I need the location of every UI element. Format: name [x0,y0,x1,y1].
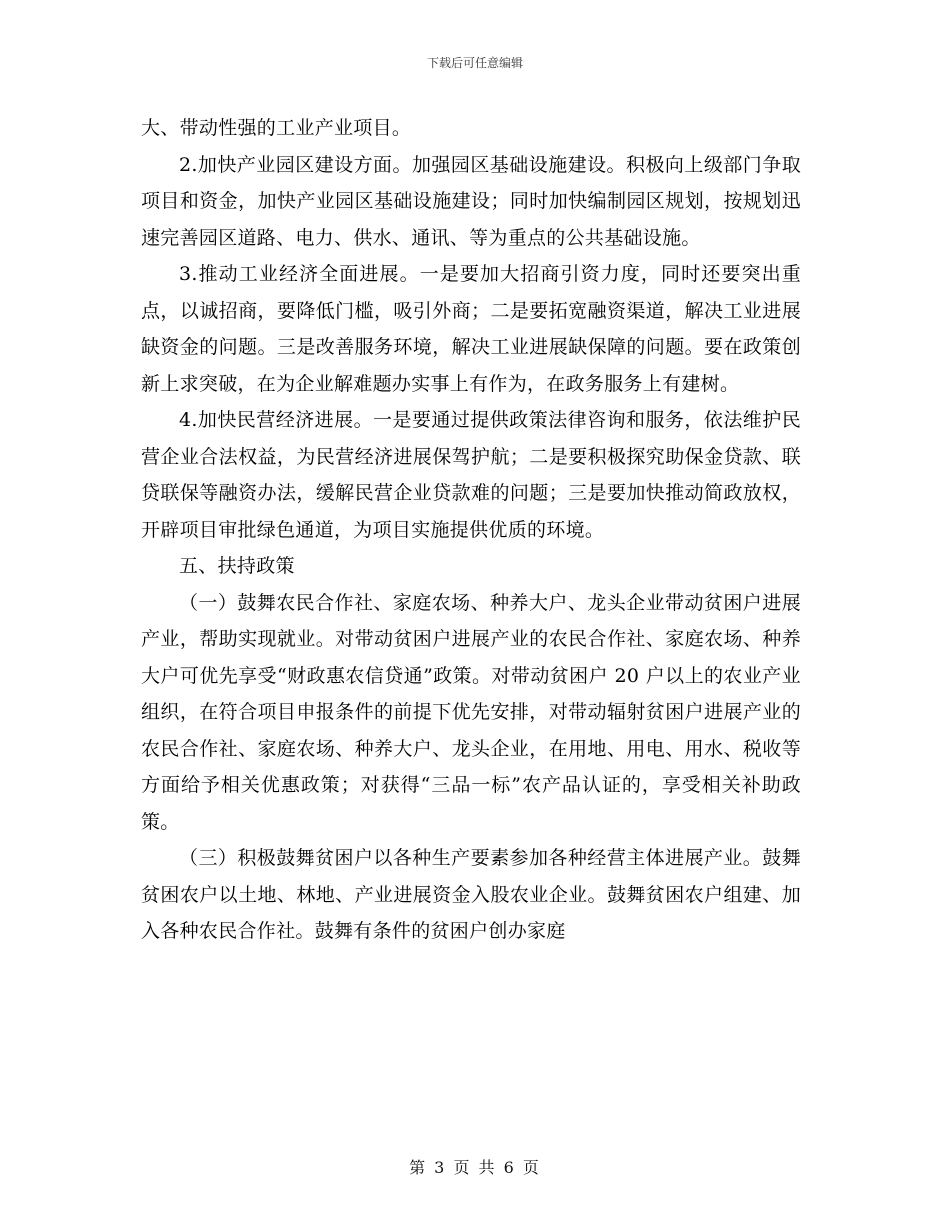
paragraph-policy-3: （三）积极鼓舞贫困户以各种生产要素参加各种经营主体进展产业。鼓舞贫困农户以土地、林地、产业进展资金入股农业企业。鼓舞贫困农户组建、加入各种农民合作社。鼓舞有条件的贫困户创办家庭 [141,847,801,942]
paragraph-item-2: 2.加快产业园区建设方面。加强园区基础设施建设。积极向上级部门争取项目和资金，加快产业园区基础设施建设；同时加快编制园区规划，按规划迅速完善园区道路、电力、供水、通讯、等为重点的公共基础设施。 [141,153,801,249]
paragraph-item-3: 3.推动工业经济全面进展。一是要加大招商引资力度，同时还要突出重点，以诚招商，要降低门槛，吸引外商；二是要拓宽融资渠道，解决工业进展缺资金的问题。三是改善服务环境，解决工业进展缺保障的问题。要在政策创新上求突破，在为企业解难题办实事上有作为，在政务服务上有建树。 [141,263,801,395]
paragraph-policy-1: （一）鼓舞农民合作社、家庭农场、种养大户、龙头企业带动贫困户进展产业，帮助实现就业。对带动贫困户进展产业的农民合作社、家庭农场、种养大户可优先享受“财政惠农信贷通”政策。对带动贫困户 20 户以上的农业产业组织，在符合项目申报条件的前提下优先安排，对带动辐射贫困户进展产业的农民合作社、家庭农场、种养大户、龙头企业，在用地、用电、用水、税收等方面给予相关优惠政策；对获得“三品一标”农产品认证的，享受相关补助政策。 [141,591,801,833]
page-footer: 第 3 页 共 6 页 [409,1158,541,1177]
section-heading-5: 五、扶持政策 [179,555,295,577]
paragraph-continuation: 大、带动性强的工业产业项目。 [141,117,412,139]
page-header: 下载后可任意编辑 [426,56,523,70]
paragraph-item-4: 4.加快民营经济进展。一是要通过提供政策法律咨询和服务，依法维护民营企业合法权益，为民营经济进展保驾护航；二是要积极探究助保金贷款、联贷联保等融资办法，缓解民营企业贷款难的问题；三是要加快推动简政放权，开辟项目审批绿色通道，为项目实施提供优质的环境。 [141,409,801,541]
document-body [141,110,801,950]
